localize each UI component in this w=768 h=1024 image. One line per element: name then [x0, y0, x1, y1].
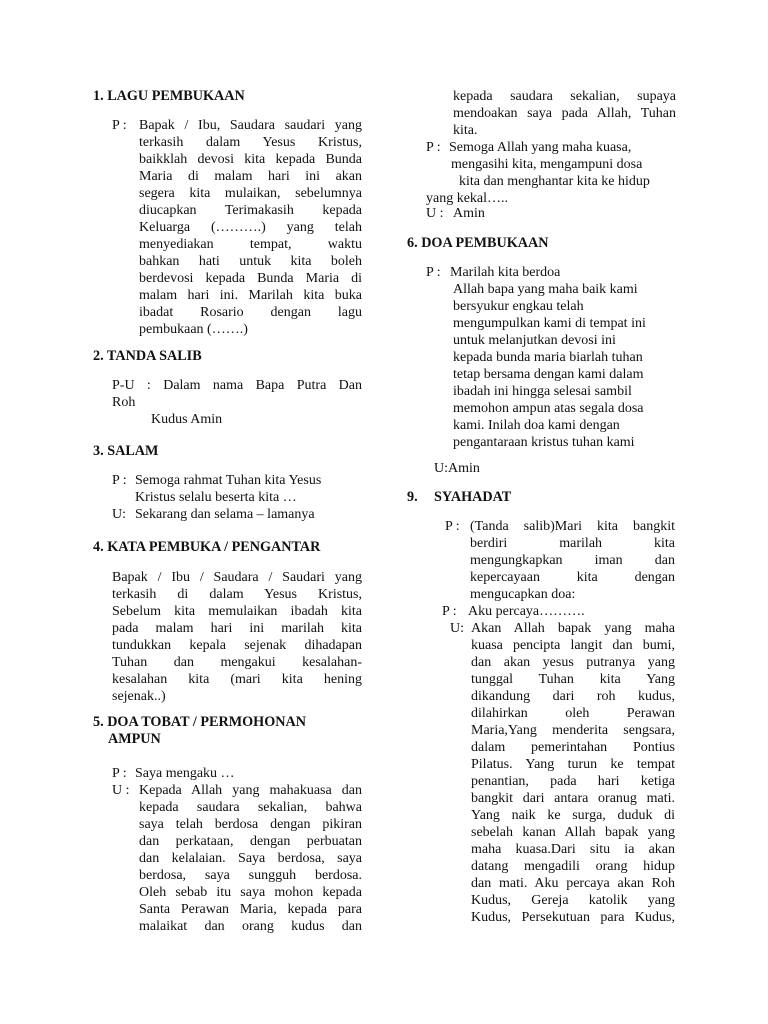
s5-u-label: U : — [112, 783, 130, 798]
s1-line: diucapkan Terimakasih kepada — [139, 203, 362, 218]
s5-p-label: P : — [112, 766, 127, 781]
s9-line: datang mengadili orang hidup — [471, 859, 675, 874]
s5-line: Oleh sebab itu saya mohon kepada — [139, 885, 362, 900]
s9-line: dilahirkan oleh Perawan — [471, 706, 675, 721]
s5-line: kepada saudara sekalian, bahwa — [139, 800, 362, 815]
s1-line: ibadat Rosario dengan lagu — [139, 305, 362, 320]
s9-line: dikandung dari roh kudus, — [471, 689, 675, 704]
heading-syahadat-number: 9. — [407, 489, 418, 505]
s4-line: Tuhan dan mengakui kesalahan- — [112, 655, 362, 670]
s5c-line: Semoga Allah yang maha kuasa, — [449, 140, 632, 155]
s9-line: sebelah kanan Allah bapak yang — [471, 825, 675, 840]
s6-line: pengantaraan kristus tuhan kami — [453, 435, 635, 450]
s9-line: dalam pemerintahan Pontius — [471, 740, 675, 755]
s1-line: bahkan hati untuk kita boleh — [139, 254, 362, 269]
s9-line: maha kuasa.Dari situ ia akan — [471, 842, 675, 857]
s5-line: malaikat dan orang kudus dan — [139, 919, 362, 934]
heading-doa-tobat-cont: AMPUN — [108, 731, 161, 747]
s2-line: Roh — [112, 395, 136, 410]
s9-line: mengucapkan doa: — [470, 587, 576, 602]
s6-line: memohon ampun atas segala dosa — [453, 401, 644, 416]
s1-line: terkasih dalam Yesus Kristus, — [139, 135, 362, 150]
s9-line: (Tanda salib)Mari kita bangkit — [470, 519, 675, 534]
heading-syahadat: SYAHADAT — [434, 489, 512, 505]
s6-line: untuk melanjutkan devosi ini — [453, 333, 616, 348]
s3-p-label: P : — [112, 473, 127, 488]
heading-lagu-pembukaan: 1. LAGU PEMBUKAAN — [93, 88, 245, 104]
heading-salam: 3. SALAM — [93, 443, 159, 459]
s4-line: Sebelum kita memulaikan ibadah kita — [112, 604, 362, 619]
s1-line: segera kita mulaikan, sebelumnya — [139, 186, 362, 201]
s1-line: berdevosi kepada Bunda Maria di — [139, 271, 362, 286]
s9-line: Kudus, Gereja katolik yang — [471, 893, 675, 908]
s5c-line: Amin — [453, 206, 485, 221]
s2-line: P-U : Dalam nama Bapa Putra Dan — [112, 378, 362, 393]
s5-line: Santa Perawan Maria, kepada para — [139, 902, 362, 917]
s6-line: kepada bunda maria biarlah tuhan — [453, 350, 643, 365]
s6-line: ibadah ini hingga selesai sambil — [453, 384, 632, 399]
s5c-line: mengasihi kita, mengampuni dosa — [451, 157, 643, 172]
s5-line: Saya mengaku … — [135, 766, 235, 781]
s9-line: dan akan yesus putranya yang — [471, 655, 675, 670]
s5-line: berdosa, saya sungguh berdosa. — [139, 868, 362, 883]
s3-line: Kristus selalu beserta kita … — [135, 490, 297, 505]
s1-line: menyediakan tempat, waktu — [139, 237, 362, 252]
s9-line: Pilatus. Yang turun ke tempat — [471, 757, 675, 772]
heading-tanda-salib: 2. TANDA SALIB — [93, 348, 202, 364]
s6-line: mengumpulkan kami di tempat ini — [453, 316, 646, 331]
s6-line: bersyukur engkau telah — [453, 299, 584, 314]
s3-u-label: U: — [112, 507, 126, 522]
s5c-line: mendoakan saya pada Allah, Tuhan — [453, 106, 676, 121]
heading-kata-pembuka: 4. KATA PEMBUKA / PENGANTAR — [93, 539, 321, 555]
s1-line: pembukaan (…….) — [139, 322, 248, 337]
s9-line: mengungkapkan iman dan — [470, 553, 675, 568]
s3-line: Semoga rahmat Tuhan kita Yesus — [135, 473, 322, 488]
s5c-line: kita. — [453, 123, 478, 138]
s5-line: Kepada Allah yang mahakuasa dan — [139, 783, 362, 798]
s9-line: Akan Allah bapak yang maha — [471, 621, 675, 636]
s9-p1-label: P : — [445, 519, 460, 534]
s5-line: dan perkataan, dengan perbuatan — [139, 834, 362, 849]
s6-line: Marilah kita berdoa — [450, 265, 561, 280]
s5c-line: yang kekal….. — [426, 191, 509, 206]
s4-line: tundukkan kepala sejenak dihadapan — [112, 638, 362, 653]
s9-line: berdiri marilah kita — [470, 536, 675, 551]
s5c-u-label: U : — [426, 206, 444, 221]
s2-line: Kudus Amin — [151, 412, 223, 427]
s1-label: P : — [112, 118, 127, 133]
s1-line: Bapak / Ibu, Saudara saudari yang — [139, 118, 362, 133]
s9-p2-label: P : — [442, 604, 457, 619]
s6-line: tetap bersama dengan kami dalam — [453, 367, 644, 382]
s3-line: Sekarang dan selama – lamanya — [135, 507, 315, 522]
s1-line: malam hari ini. Marilah kita buka — [139, 288, 362, 303]
s5c-line: kita dan menghantar kita ke hidup — [459, 174, 650, 189]
s9-line: Maria,Yang menderita sengsara, — [471, 723, 675, 738]
s9-line: bangkit dari antara oranug mati. — [471, 791, 675, 806]
s4-line: pada malam hari ini marilah kita — [112, 621, 362, 636]
s1-line: Keluarga (……….) yang telah — [139, 220, 362, 235]
s4-line: Bapak / Ibu / Saudara / Saudari yang — [112, 570, 362, 585]
s6-line: Allah bapa yang maha baik kami — [453, 282, 638, 297]
s6-amin — [434, 460, 634, 477]
s6-line: kami. Inilah doa kami dengan — [453, 418, 620, 433]
s4-line: terkasih di dalam Yesus Kristus, — [112, 587, 362, 602]
s9-line: tunggal Tuhan kita Yang — [471, 672, 675, 687]
s6-p-label: P : — [426, 265, 441, 280]
s4-line: kesalahan kita (mari kita hening — [112, 672, 362, 687]
s9-line: Kudus, Persekutuan para Kudus, — [471, 910, 675, 925]
s5c-line: kepada saudara sekalian, supaya — [453, 89, 676, 104]
s1-line: Maria di malam hari ini akan — [139, 169, 362, 184]
s1-line: baikklah devosi kita kepada Bunda — [139, 152, 362, 167]
s9-line: dan mati. Aku percaya akan Roh — [471, 876, 675, 891]
s4-line: sejenak..) — [112, 689, 166, 704]
heading-doa-tobat: 5. DOA TOBAT / PERMOHONAN — [93, 714, 306, 730]
s9-line: kuasa pencipta langit dan bumi, — [471, 638, 675, 653]
s5-line: dan kelalaian. Saya berdosa, saya — [139, 851, 362, 866]
s9-line: Yang naik ke surga, duduk di — [471, 808, 675, 823]
heading-doa-pembukaan: 6. DOA PEMBUKAAN — [407, 235, 549, 251]
s9-line: kepercayaan kita dengan — [470, 570, 675, 585]
s5-line: saya telah berdosa dengan pikiran — [139, 817, 362, 832]
s5c-p-label: P : — [426, 140, 441, 155]
s9-line: Aku percaya………. — [468, 604, 585, 619]
s9-u-label: U: — [450, 621, 464, 636]
s9-line: penantian, pada hari ketiga — [471, 774, 675, 789]
s6-amin-line: U:Amin — [434, 461, 480, 476]
